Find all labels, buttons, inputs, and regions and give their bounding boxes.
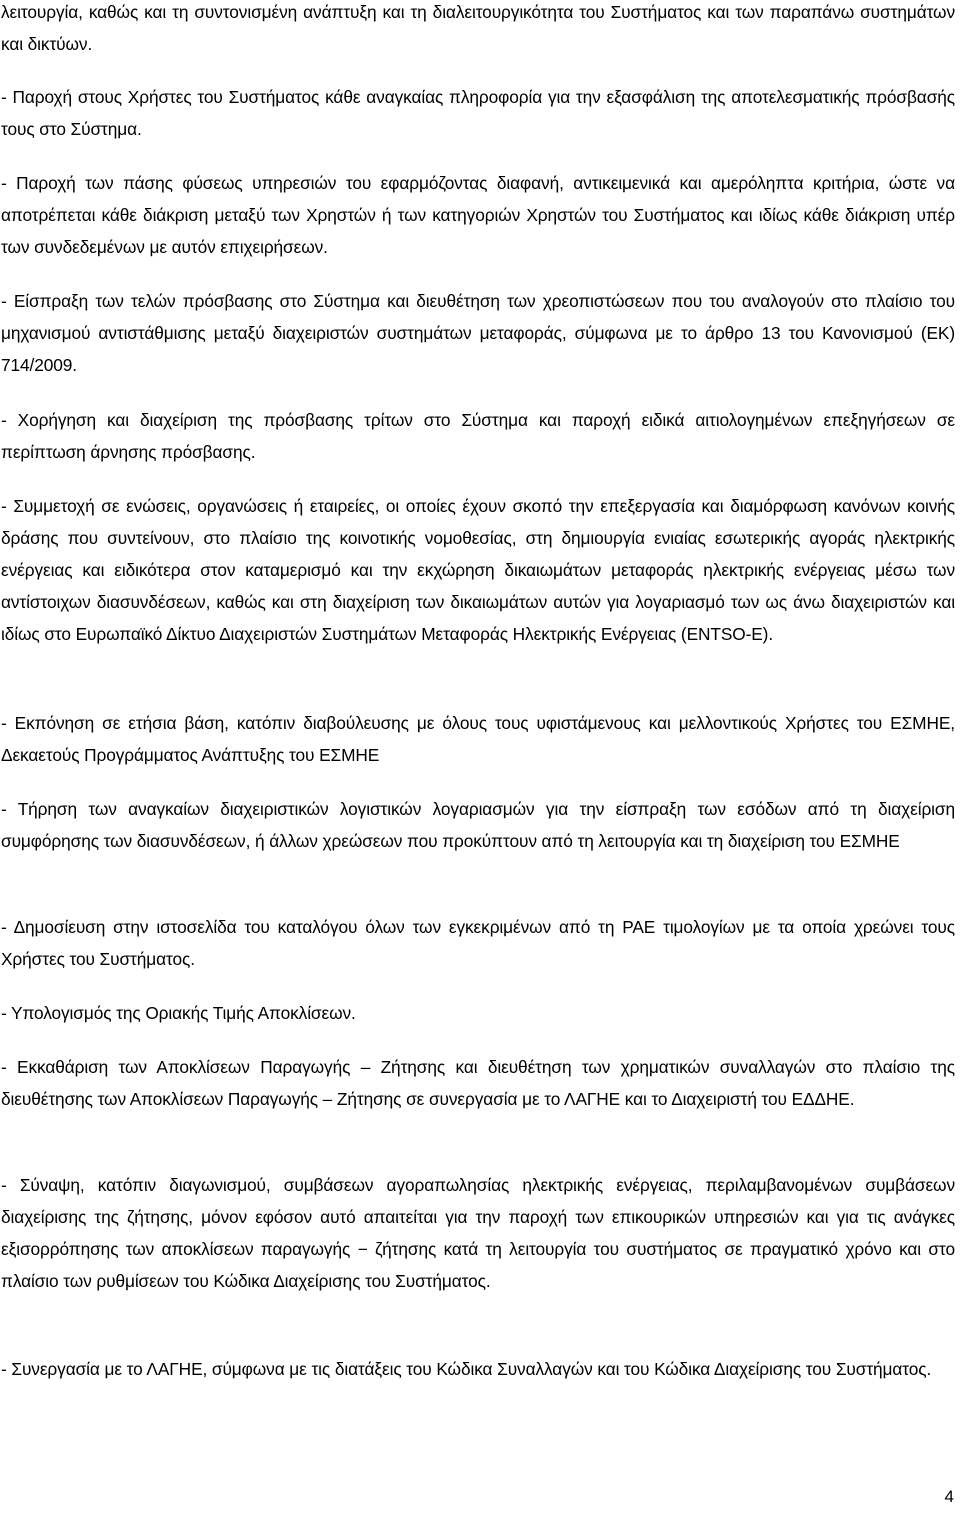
paragraph-accounts: - Τήρηση των αναγκαίων διαχειριστικών λογιστικών λογαριασμών για την είσπραξη των εσόδων από τη διαχείριση συμφόρησης των διασυνδέσεων, ή άλλων χρεώσεων που προκύπτουν από τη λειτουργία και τη διαχείριση του ΕΣΜΗΕ [1, 799, 955, 851]
paragraph-continuation: λειτουργία, καθώς και τη συντονισμένη ανάπτυξη και τη διαλειτουργικότητα του Συστήματος και των παραπάνω συστημάτων και δικτύων. [1, 2, 955, 54]
paragraph-development-plan: - Εκπόνηση σε ετήσια βάση, κατόπιν διαβούλευσης με όλους τους υφιστάμενους και μελλοντικούς Χρήστες του ΕΣΜΗΕ, Δεκαετούς Προγράμματος Ανάπτυξης του ΕΣΜΗΕ [1, 713, 955, 765]
paragraph-info-provision: - Παροχή στους Χρήστες του Συστήματος κάθε αναγκαίας πληροφορία για την εξασφάλιση της αποτελεσματικής πρόσβασής τους στο Σύστημα. [1, 87, 955, 139]
paragraph-tariff-publication: - Δημοσίευση στην ιστοσελίδα του καταλόγου όλων των εγκεκριμένων από τη ΡΑΕ τιμολογίων με τα οποία χρεώνει τους Χρήστες του Συστήματος. [1, 917, 955, 969]
paragraph-cooperation: - Συνεργασία με το ΛΑΓΗΕ, σύμφωνα με τις διατάξεις του Κώδικα Συναλλαγών και του Κώδικα Διαχείρισης του Συστήματος. [1, 1359, 932, 1379]
paragraph-associations: - Συμμετοχή σε ενώσεις, οργανώσεις ή εταιρείες, οι οποίες έχουν σκοπό την επεξεργασία και διαμόρφωση κανόνων κοινής δράσης που συντείνουν, στο πλαίσιο της κοινοτικής νομοθεσίας, στη δημιουργία ενιαίας εσωτερικής αγοράς ηλεκτρικής ενέργειας και ειδικότερα στον καταμερισμό και την εκχώρηση δικαιωμάτων μεταφοράς ηλεκτρικής ενέργειας μέσω των αντίστοιχων διασυνδέσεων, καθώς και στη διαχείριση των δικαιωμάτων αυτών για λογαριασμό των ως άνω διαχειριστών και ιδίως στο Ευρωπαϊκό Δίκτυο Διαχειριστών Συστημάτων Μεταφοράς Ηλεκτρικής Ενέργειας (ENTSO-E). [1, 496, 955, 644]
paragraph-contracts: - Σύναψη, κατόπιν διαγωνισμού, συμβάσεων αγοραπωλησίας ηλεκτρικής ενέργειας, περιλαμβανομένων συμβάσεων διαχείρισης της ζήτησης, μόνον εφόσον αυτό απαιτείται για την παροχή των επικουρικών υπηρεσιών και για τις ανάγκες εξισορρόπησης των αποκλίσεων παραγωγής − ζήτησης κατά τη λειτουργία του συστήματος σε πραγματικό χρόνο και στο πλαίσιο των ρυθμίσεων του Κώδικα Διαχείρισης του Συστήματος. [1, 1175, 955, 1291]
paragraph-third-party-access: - Χορήγηση και διαχείριση της πρόσβασης τρίτων στο Σύστημα και παροχή ειδικά αιτιολογημένων επεξηγήσεων σε περίπτωση άρνησης πρόσβασης. [1, 410, 955, 462]
paragraph-settlement: - Εκκαθάριση των Αποκλίσεων Παραγωγής – Ζήτησης και διευθέτηση των χρηματικών συναλλαγών στο πλαίσιο της διευθέτησης των Αποκλίσεων Παραγωγής – Ζήτησης σε συνεργασία με το ΛΑΓΗΕ και το Διαχειριστή του ΕΔΔΗΕ. [1, 1057, 955, 1109]
paragraph-marginal-price: - Υπολογισμός της Οριακής Τιμής Αποκλίσεων. [1, 1003, 356, 1023]
page-number: 4 [944, 1487, 954, 1506]
paragraph-non-discrimination: - Παροχή των πάσης φύσεως υπηρεσιών του εφαρμόζοντας διαφανή, αντικειμενικά και αμερόληπτα κριτήρια, ώστε να αποτρέπεται κάθε διάκριση μεταξύ των Χρηστών ή των κατηγοριών Χρηστών του Συστήματος και ιδίως κάθε διάκριση υπέρ των συνδεδεμένων με αυτόν επιχειρήσεων. [1, 173, 955, 257]
paragraph-access-fees: - Είσπραξη των τελών πρόσβασης στο Σύστημα και διευθέτηση των χρεοπιστώσεων που του αναλογούν στο πλαίσιο του μηχανισμού αντιστάθμισης μεταξύ διαχειριστών συστημάτων μεταφοράς, σύμφωνα με το άρθρο 13 του Κανονισμού (ΕΚ) 714/2009. [1, 291, 955, 375]
